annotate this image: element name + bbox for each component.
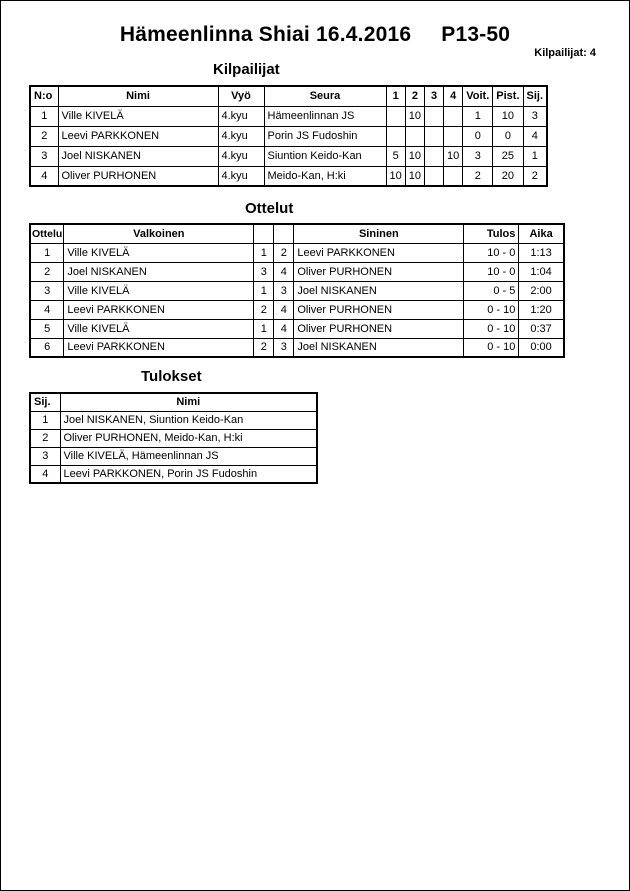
cell-no: 2 <box>30 126 58 146</box>
cell-blue-no: 2 <box>274 243 294 262</box>
cell-score-2: 10 <box>405 146 424 166</box>
cell-blue-no: 4 <box>274 262 294 281</box>
cell-voit: 0 <box>463 126 493 146</box>
kilpailijat-table <box>29 85 548 187</box>
cell-voit: 1 <box>463 106 493 126</box>
tulokset-row <box>30 465 317 483</box>
header-voit: Voit. <box>463 86 493 106</box>
cell-white-name: Leevi PARKKONEN <box>64 338 254 357</box>
cell-white-name: Joel NISKANEN <box>64 262 254 281</box>
cell-score-4 <box>444 166 463 186</box>
cell-score-1 <box>386 106 405 126</box>
title-text: Hämeenlinna Shiai 16.4.2016 <box>119 23 412 46</box>
cell-white-no: 1 <box>254 281 274 300</box>
cell-white-no: 2 <box>254 300 274 319</box>
ottelut-row <box>30 281 564 300</box>
cell-blue-no: 3 <box>274 281 294 300</box>
cell-pist: 0 <box>493 126 523 146</box>
cell-score-3 <box>425 106 444 126</box>
cell-blue-no: 3 <box>274 338 294 357</box>
cell-match-no: 5 <box>30 319 64 338</box>
tulokset-row <box>30 447 317 465</box>
cell-aika: 1:13 <box>519 243 564 262</box>
cell-white-no: 1 <box>254 243 274 262</box>
cell-aika: 0:00 <box>519 338 564 357</box>
header-ottelu: Ottelu <box>30 224 64 243</box>
cell-match-no: 4 <box>30 300 64 319</box>
header-sij: Sij. <box>523 86 547 106</box>
cell-pist: 20 <box>493 166 523 186</box>
ottelut-row <box>30 300 564 319</box>
cell-blue-name: Joel NISKANEN <box>294 281 464 300</box>
cell-sij: 1 <box>523 146 547 166</box>
kilpailijat-heading: Kilpailijat <box>213 61 280 78</box>
cell-vyo: 4.kyu <box>218 166 264 186</box>
cell-nimi: Oliver PURHONEN <box>58 166 218 186</box>
cell-seura: Meido-Kan, H:ki <box>264 166 386 186</box>
cell-pist: 25 <box>493 146 523 166</box>
cell-white-name: Ville KIVELÄ <box>64 319 254 338</box>
cell-sij: 2 <box>30 429 60 447</box>
ottelut-row <box>30 319 564 338</box>
cell-blue-no: 4 <box>274 319 294 338</box>
cell-score-2: 10 <box>405 106 424 126</box>
kilpailijat-header-row <box>30 86 547 106</box>
cell-aika: 1:20 <box>519 300 564 319</box>
cell-match-no: 2 <box>30 262 64 281</box>
cell-score-2 <box>405 126 424 146</box>
cell-score-1: 10 <box>386 166 405 186</box>
cell-seura: Siuntion Keido-Kan <box>264 146 386 166</box>
tulokset-table <box>29 392 318 484</box>
ottelut-row <box>30 243 564 262</box>
cell-nimi: Oliver PURHONEN, Meido-Kan, H:ki <box>60 429 317 447</box>
cell-sij: 3 <box>30 447 60 465</box>
cell-vyo: 4.kyu <box>218 146 264 166</box>
cell-blue-name: Leevi PARKKONEN <box>294 243 464 262</box>
header-nimi: Nimi <box>60 393 317 411</box>
cell-sij: 1 <box>30 411 60 429</box>
cell-seura: Hämeenlinnan JS <box>264 106 386 126</box>
tulokset-row <box>30 411 317 429</box>
cell-white-no: 2 <box>254 338 274 357</box>
cell-vyo: 4.kyu <box>218 126 264 146</box>
cell-match-no: 3 <box>30 281 64 300</box>
title-category: P13-50 <box>441 23 511 46</box>
header-sininen: Sininen <box>294 224 464 243</box>
tulokset-header-row <box>30 393 317 411</box>
cell-voit: 3 <box>463 146 493 166</box>
header-aika: Aika <box>519 224 564 243</box>
ottelut-table <box>29 223 565 358</box>
cell-score-4: 10 <box>444 146 463 166</box>
cell-blue-name: Oliver PURHONEN <box>294 319 464 338</box>
cell-no: 4 <box>30 166 58 186</box>
cell-match-no: 6 <box>30 338 64 357</box>
cell-tulos: 0 - 10 <box>464 338 519 357</box>
cell-tulos: 10 - 0 <box>464 262 519 281</box>
cell-white-name: Leevi PARKKONEN <box>64 300 254 319</box>
cell-tulos: 0 - 10 <box>464 319 519 338</box>
kilpailijat-row <box>30 106 547 126</box>
cell-score-3 <box>425 166 444 186</box>
competitors-count: Kilpailijat: 4 <box>534 47 596 59</box>
cell-nimi: Leevi PARKKONEN, Porin JS Fudoshin <box>60 465 317 483</box>
header-score-2: 2 <box>405 86 424 106</box>
cell-nimi: Joel NISKANEN, Siuntion Keido-Kan <box>60 411 317 429</box>
kilpailijat-row <box>30 166 547 186</box>
kilpailijat-row <box>30 146 547 166</box>
header-score-4: 4 <box>444 86 463 106</box>
cell-match-no: 1 <box>30 243 64 262</box>
ottelut-row <box>30 338 564 357</box>
cell-tulos: 10 - 0 <box>464 243 519 262</box>
cell-score-2: 10 <box>405 166 424 186</box>
cell-score-3 <box>425 126 444 146</box>
header-blue-number <box>274 224 294 243</box>
cell-sij: 4 <box>30 465 60 483</box>
tulokset-heading: Tulokset <box>141 368 202 385</box>
cell-score-1 <box>386 126 405 146</box>
header-vyo: Vyö <box>218 86 264 106</box>
cell-nimi: Joel NISKANEN <box>58 146 218 166</box>
cell-pist: 10 <box>493 106 523 126</box>
cell-white-name: Ville KIVELÄ <box>64 281 254 300</box>
header-score-3: 3 <box>425 86 444 106</box>
cell-score-3 <box>425 146 444 166</box>
cell-blue-no: 4 <box>274 300 294 319</box>
header-nimi: Nimi <box>58 86 218 106</box>
cell-score-1: 5 <box>386 146 405 166</box>
cell-nimi: Ville KIVELÄ, Hämeenlinnan JS <box>60 447 317 465</box>
ottelut-row <box>30 262 564 281</box>
cell-no: 1 <box>30 106 58 126</box>
cell-vyo: 4.kyu <box>218 106 264 126</box>
header-sij: Sij. <box>30 393 60 411</box>
header-score-1: 1 <box>386 86 405 106</box>
cell-aika: 1:04 <box>519 262 564 281</box>
cell-blue-name: Oliver PURHONEN <box>294 262 464 281</box>
cell-white-name: Ville KIVELÄ <box>64 243 254 262</box>
cell-sij: 3 <box>523 106 547 126</box>
cell-score-4 <box>444 106 463 126</box>
cell-seura: Porin JS Fudoshin <box>264 126 386 146</box>
cell-tulos: 0 - 10 <box>464 300 519 319</box>
cell-sij: 4 <box>523 126 547 146</box>
cell-blue-name: Joel NISKANEN <box>294 338 464 357</box>
header-white-number <box>254 224 274 243</box>
cell-score-4 <box>444 126 463 146</box>
cell-voit: 2 <box>463 166 493 186</box>
cell-nimi: Ville KIVELÄ <box>58 106 218 126</box>
cell-tulos: 0 - 5 <box>464 281 519 300</box>
cell-nimi: Leevi PARKKONEN <box>58 126 218 146</box>
cell-white-no: 3 <box>254 262 274 281</box>
header-seura: Seura <box>264 86 386 106</box>
cell-white-no: 1 <box>254 319 274 338</box>
cell-sij: 2 <box>523 166 547 186</box>
header-pist: Pist. <box>493 86 523 106</box>
header-no: N:o <box>30 86 58 106</box>
page-title <box>1 23 629 47</box>
header-valkoinen: Valkoinen <box>64 224 254 243</box>
tulokset-row <box>30 429 317 447</box>
cell-blue-name: Oliver PURHONEN <box>294 300 464 319</box>
header-tulos: Tulos <box>464 224 519 243</box>
ottelut-header-row <box>30 224 564 243</box>
ottelut-heading: Ottelut <box>245 200 294 217</box>
cell-no: 3 <box>30 146 58 166</box>
cell-aika: 0:37 <box>519 319 564 338</box>
cell-aika: 2:00 <box>519 281 564 300</box>
kilpailijat-row <box>30 126 547 146</box>
